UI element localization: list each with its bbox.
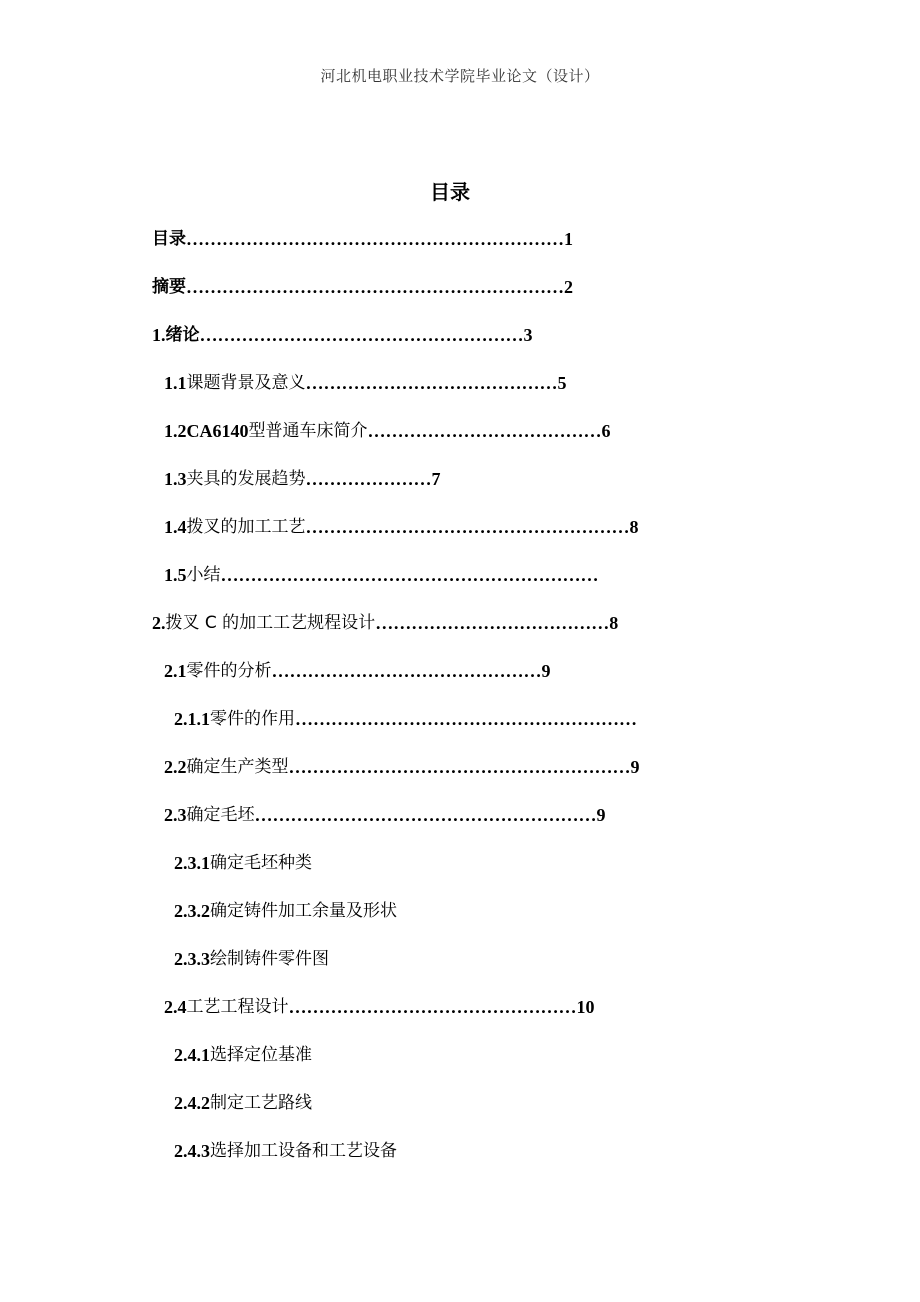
toc-entry[interactable] [164,512,639,542]
toc-entry-text: 小结 [186,565,221,585]
toc-entry-number: 2.3.3 [174,949,210,969]
toc-entry-text: 夹具的发展趋势 [186,469,306,489]
toc-entry-text: 制定工艺路线 [210,1093,312,1113]
toc-entry-number: 2. [152,613,166,633]
toc-entry-number: 1.3 [164,469,187,489]
toc-entry-number: 2.4.1 [174,1045,210,1065]
toc-entry-leader: ……………………………………………………… [220,565,599,585]
toc-entry-text: 选择定位基准 [210,1045,312,1065]
toc-entry-text: 零件的分析 [186,661,272,681]
toc-entry[interactable] [152,224,573,254]
toc-entry-text: 选择加工设备和工艺设备 [210,1141,397,1161]
toc-entry-leader: ……………………………………………………… [186,229,564,249]
toc-entry[interactable] [164,368,567,398]
toc-entry[interactable] [174,1040,312,1070]
toc-entry-page: 1 [564,229,573,249]
toc-entry[interactable] [164,800,606,830]
toc-entry-page: 8 [609,613,619,633]
toc-entry-leader: ………………… [305,469,432,489]
toc-entry[interactable] [174,1088,312,1118]
toc-entry-text: 拨叉 C 的加工工艺规程设计 [165,613,376,633]
toc-entry-text: 确定生产类型 [186,757,289,777]
toc-entry-text: 目录 [152,229,186,249]
toc-entry[interactable] [164,656,551,686]
toc-entry-text: 课题背景及意义 [186,373,306,393]
toc-entry-leader: ……………………………………………… [199,325,524,345]
toc-entry-number: 2.2 [164,757,187,777]
toc-title: 目录 [430,180,470,204]
toc-entry[interactable] [152,272,573,302]
toc-entry-text: 绘制铸件零件图 [210,949,329,969]
toc-entry[interactable] [164,416,611,446]
toc-entry-page: 7 [431,469,441,489]
toc-entry-number: 2.1 [164,661,187,681]
toc-entry-number: 2.3.1 [174,853,210,873]
toc-entry-text: 工艺工程设计 [186,997,289,1017]
toc-entry-number: 1.4 [164,517,187,537]
toc-entry-leader: ………………………………………………… [254,805,597,825]
toc-entry-page: 3 [523,325,533,345]
toc-entry[interactable] [164,752,640,782]
toc-entry-page: 9 [541,661,551,681]
toc-entry-leader: ……………………………………… [271,661,542,681]
toc-entry-page: 6 [601,421,611,441]
toc-entry[interactable] [174,944,329,974]
toc-entry-text: 确定铸件加工余量及形状 [210,901,397,921]
toc-entry-page: 5 [557,373,567,393]
toc-entry-text: 零件的作用 [210,709,295,729]
toc-entry-number: 2.4 [164,997,187,1017]
toc-entry-text: 确定毛坯种类 [210,853,312,873]
toc-entry[interactable] [174,704,637,734]
toc-entry-page: 9 [630,757,640,777]
running-header: 河北机电职业技术学院毕业论文（设计） [320,67,600,85]
toc-entry-page: 9 [596,805,606,825]
toc-entry-number: 2.3 [164,805,187,825]
toc-entry-leader: ……………………………………………………… [186,277,564,297]
toc-entry-number: 2.4.2 [174,1093,210,1113]
toc-entry[interactable] [164,992,595,1022]
toc-entry-text: 绪论 [165,325,200,345]
toc-entry-text: 拨叉的加工工艺 [186,517,306,537]
toc-entry-number: 2.1.1 [174,709,210,729]
toc-entry-leader: …………………………………… [305,373,558,393]
toc-entry-leader: ……………………………………………… [305,517,630,537]
toc-entry-leader: ………………………………… [367,421,602,441]
toc-entry-number: 1.5 [164,565,187,585]
toc-entry-leader: ………………………………………………… [288,757,631,777]
toc-entry-number: 1. [152,325,166,345]
toc-entry-page: 2 [564,277,573,297]
toc-entry[interactable] [174,848,312,878]
toc-entry-leader: ………………………………………… [288,997,577,1017]
toc-entry[interactable] [152,608,618,638]
toc-entry-page: 10 [576,997,595,1017]
toc-entry-number: 2.3.2 [174,901,210,921]
toc-entry-page: 8 [629,517,639,537]
toc-entry-leader: ………………………………… [375,613,610,633]
toc-entry[interactable] [164,464,441,494]
toc-entry-text: 摘要 [152,277,186,297]
toc-entry[interactable] [174,1136,397,1166]
toc-entry-text: 确定毛坯 [186,805,255,825]
toc-entry-leader: ………………………………………………… [295,709,637,729]
toc-entry[interactable] [164,560,599,590]
toc-entry-number: 1.1 [164,373,187,393]
toc-entry-text: 型普通车床简介 [248,421,368,441]
toc-entry[interactable] [152,320,533,350]
toc-entry[interactable] [174,896,397,926]
toc-entry-number: 1.2CA6140 [164,421,249,441]
toc-entry-number: 2.4.3 [174,1141,210,1161]
